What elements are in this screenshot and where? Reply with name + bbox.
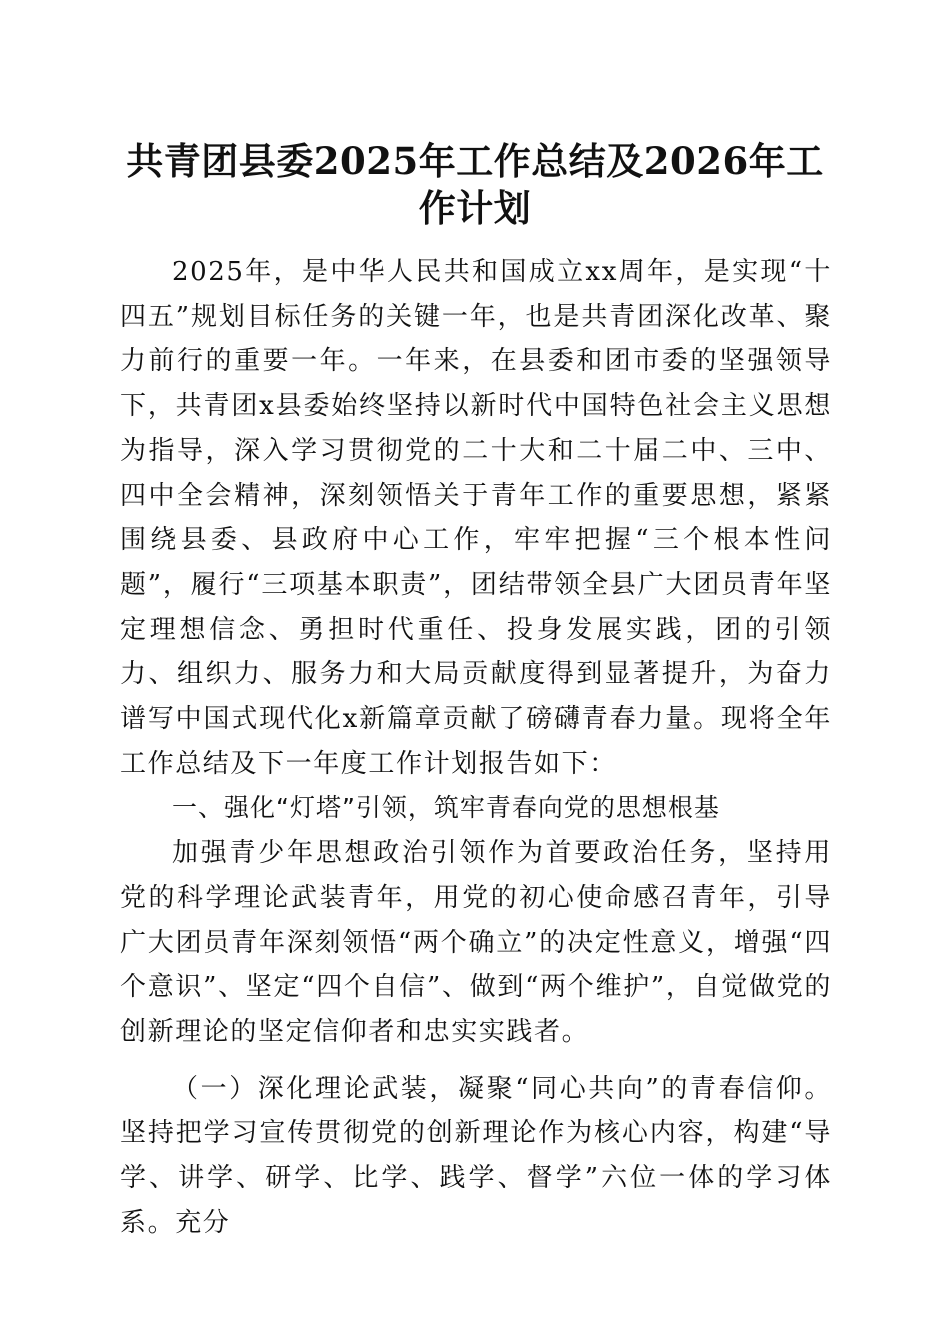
subsection-1-paragraph: （一）深化理论武装，凝聚“同心共向”的青春信仰。坚持把学习宣传贯彻党的创新理论作为核心内容，构建“导学、讲学、研学、比学、践学、督学”六位一体的学习体系。充分 — [120, 1073, 832, 1238]
section-1-heading: 一、强化“灯塔”引领，筑牢青春向党的思想根基 — [172, 793, 720, 823]
intro-paragraph: 2025年，是中华人民共和国成立xx周年，是实现“十四五”规划目标任务的关键一年，也是共青团深化改革、聚力前行的重要一年。一年来，在县委和团市委的坚强领导下，共青团x县委始终坚持以新时代中国特色社会主义思想为指导，深入学习贯彻党的二十大和二十届二中、三中、四中全会精神，深刻领悟关于青年工作的重要思想，紧紧围绕县委、县政府中心工作，牢牢把握“三个根本性问题”，履行“三项基本职责”，团结带领全县广大团员青年坚定理想信念、勇担时代重任、投身发展实践，团的引领力、组织力、服务力和大局贡献度得到显著提升，为奋力谱写中国式现代化x新篇章贡献了磅礴青春力量。现将全年工作总结及下一年度工作计划报告如下： — [120, 257, 832, 779]
document-body — [120, 250, 832, 1245]
section-1-paragraph: 加强青少年思想政治引领作为首要政治任务，坚持用党的科学理论武装青年，用党的初心使命感召青年，引导广大团员青年深刻领悟“两个确立”的决定性意义，增强“四个意识”、坚定“四个自信”、做到“两个维护”，自觉做党的创新理论的坚定信仰者和忠实实践者。 — [120, 838, 832, 1047]
document-title: 共青团县委2025年工作总结及2026年工作计划 — [126, 139, 824, 230]
